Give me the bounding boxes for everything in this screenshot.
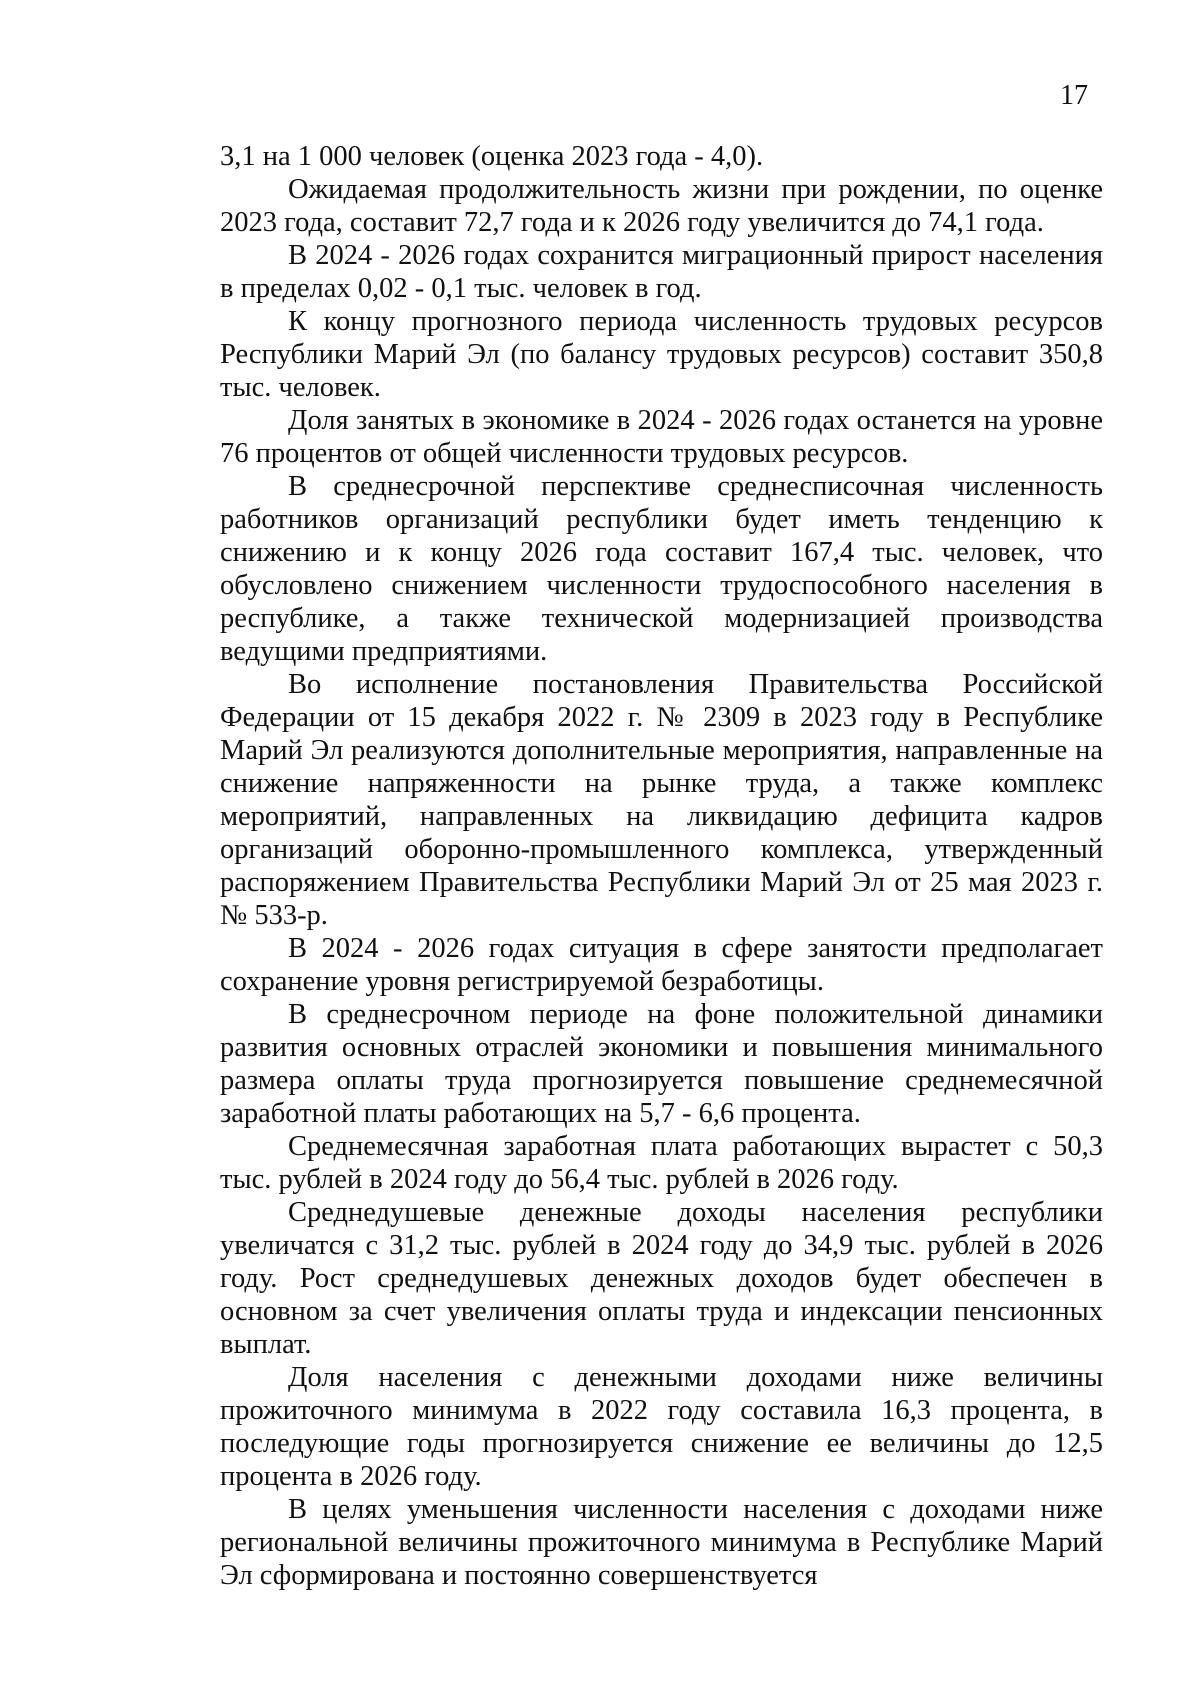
paragraph-12: Доля населения с денежными доходами ниже величины прожиточного минимума в 2022 году составила 16,3 процента, в последующие годы прогнозируется снижение ее величины до 12,5 процента в 2026 году. [220,1362,1103,1492]
paragraph-7: Во исполнение постановления Правительства Российской Федерации от 15 декабря 2022 г. № 2309 в 2023 году в Республике Марий Эл реализуются дополнительные мероприятия, направленные на снижение напряженности на рынке труда, а также комплекс мероприятий, направленных на ликвидацию дефицита кадров организаций оборонно-промышленного комплекса, утвержденный распоряжением Правительства Республики Марий Эл от 25 мая 2023 г. № 533-р. [220,669,1103,931]
paragraph-10: Среднемесячная заработная плата работающих вырастет с 50,3 тыс. рублей в 2024 году до 56,4 тыс. рублей в 2026 году. [220,1131,1103,1195]
paragraph-6: В среднесрочной перспективе среднесписочная численность работников организаций республики будет иметь тенденцию к снижению и к концу 2026 года составит 167,4 тыс. человек, что обусловлено снижением численности трудоспособного населения в республике, а также технической модернизацией производства ведущими предприятиями. [220,471,1103,667]
paragraph-8: В 2024 - 2026 годах ситуация в сфере занятости предполагает сохранение уровня регистрируемой безработицы. [220,933,1103,997]
paragraph-2: Ожидаемая продолжительность жизни при рождении, по оценке 2023 года, составит 72,7 года и к 2026 году увеличится до 74,1 года. [220,174,1103,238]
paragraph-3: В 2024 - 2026 годах сохранится миграционный прирост населения в пределах 0,02 - 0,1 тыс. человек в год. [220,240,1103,304]
paragraph-9: В среднесрочном периоде на фоне положительной динамики развития основных отраслей экономики и повышения минимального размера оплаты труда прогнозируется повышение среднемесячной заработной платы работающих на 5,7 - 6,6 процента. [220,999,1103,1129]
paragraph-4: К концу прогнозного периода численность трудовых ресурсов Республики Марий Эл (по балансу трудовых ресурсов) составит 350,8 тыс. человек. [220,306,1103,403]
page-number: 17 [1060,80,1088,111]
paragraph-13: В целях уменьшения численности населения с доходами ниже региональной величины прожиточного минимума в Республике Марий Эл сформирована и постоянно совершенствуется [220,1494,1103,1591]
paragraph-11: Среднедушевые денежные доходы населения республики увеличатся с 31,2 тыс. рублей в 2024 году до 34,9 тыс. рублей в 2026 году. Рост среднедушевых денежных доходов будет обеспечен в основном за счет увеличения оплаты труда и индексации пенсионных выплат. [220,1197,1103,1360]
document-body [220,140,1103,1592]
paragraph-1: 3,1 на 1 000 человек (оценка 2023 года - 4,0). [220,141,764,172]
paragraph-5: Доля занятых в экономике в 2024 - 2026 годах останется на уровне 76 процентов от общей численности трудовых ресурсов. [220,405,1103,469]
